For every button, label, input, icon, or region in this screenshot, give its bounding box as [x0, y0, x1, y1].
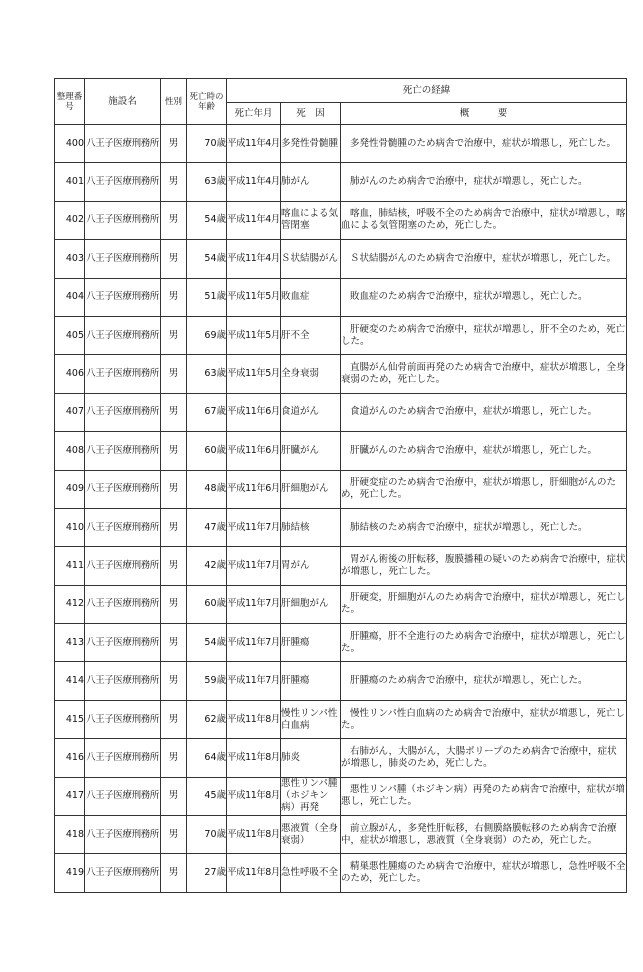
sex: 男: [161, 662, 187, 700]
table-row: [55, 355, 627, 393]
summary-text: 食道がんのため病舎で治療中，症状が増悪し，死亡した。: [350, 406, 598, 418]
facility-name: 八王子医療刑務所: [85, 470, 161, 508]
table-row: [55, 240, 627, 278]
sex: 男: [161, 508, 187, 546]
facility-name: 八王子医療刑務所: [85, 816, 161, 854]
sex: 男: [161, 393, 187, 431]
age-at-death: 27歳: [187, 854, 227, 892]
summary: [341, 816, 627, 854]
facility-name: 八王子医療刑務所: [85, 393, 161, 431]
row-number: 419: [55, 854, 85, 892]
summary: [341, 700, 627, 738]
cause-of-death: 敗血症: [281, 278, 341, 316]
summary: [341, 278, 627, 316]
cause-of-death: 悪液質（全身衰弱）: [281, 816, 341, 854]
table-row: [55, 624, 627, 662]
cause-of-death: 肝不全: [281, 316, 341, 354]
summary: [341, 508, 627, 546]
summary-text: 肺がんのため病舎で治療中，症状が増悪し，死亡した。: [350, 176, 588, 188]
row-number: 418: [55, 816, 85, 854]
table-row: [55, 316, 627, 354]
sex: 男: [161, 585, 187, 623]
summary-text: 慢性リンパ性白血病のため病舎で治療中，症状が増悪し，死亡した。: [341, 707, 625, 731]
cause-of-death: 肝腫瘍: [281, 624, 341, 662]
summary-text: 胃がん術後の肝転移，腹膜播種の疑いのため病舎で治療中，症状が増悪し，死亡した。: [341, 553, 626, 577]
facility-name: 八王子医療刑務所: [85, 585, 161, 623]
header-facility: 施設名: [85, 79, 161, 125]
facility-name: 八王子医療刑務所: [85, 201, 161, 239]
deaths-table: [54, 78, 627, 893]
cause-of-death: 悪性リンパ腫（ホジキン病）再発: [281, 777, 341, 815]
summary: [341, 163, 627, 201]
facility-name: 八王子医療刑務所: [85, 547, 161, 585]
cause-of-death: 肝細胞がん: [281, 585, 341, 623]
cause-of-death: 急性呼吸不全: [281, 854, 341, 892]
summary-text: Ｓ状結腸がんのため病舎で治療中，症状が増悪し，死亡した。: [350, 252, 617, 264]
sex: 男: [161, 240, 187, 278]
cause-of-death: 多発性骨髄腫: [281, 125, 341, 163]
age-at-death: 51歳: [187, 278, 227, 316]
header-date: 死亡年月: [227, 103, 281, 125]
age-at-death: 42歳: [187, 547, 227, 585]
row-number: 409: [55, 470, 85, 508]
cause-of-death: 肝臓がん: [281, 432, 341, 470]
row-number: 410: [55, 508, 85, 546]
table-row: [55, 278, 627, 316]
facility-name: 八王子医療刑務所: [85, 125, 161, 163]
row-number: 417: [55, 777, 85, 815]
death-date: 平成11年8月: [227, 777, 281, 815]
death-date: 平成11年5月: [227, 316, 281, 354]
age-at-death: 45歳: [187, 777, 227, 815]
age-at-death: 70歳: [187, 816, 227, 854]
death-date: 平成11年8月: [227, 739, 281, 777]
sex: 男: [161, 739, 187, 777]
age-at-death: 48歳: [187, 470, 227, 508]
cause-of-death: 肝腫瘍: [281, 662, 341, 700]
death-date: 平成11年7月: [227, 624, 281, 662]
cause-of-death: 肺炎: [281, 739, 341, 777]
summary: [341, 585, 627, 623]
death-date: 平成11年5月: [227, 278, 281, 316]
facility-name: 八王子医療刑務所: [85, 355, 161, 393]
table-row: [55, 470, 627, 508]
sex: 男: [161, 201, 187, 239]
summary: [341, 201, 627, 239]
table-row: [55, 816, 627, 854]
row-number: 408: [55, 432, 85, 470]
row-number: 407: [55, 393, 85, 431]
summary: [341, 854, 627, 892]
table-row: [55, 777, 627, 815]
death-date: 平成11年6月: [227, 470, 281, 508]
age-at-death: 60歳: [187, 585, 227, 623]
death-date: 平成11年7月: [227, 508, 281, 546]
summary: [341, 547, 627, 585]
summary: [341, 355, 627, 393]
sex: 男: [161, 163, 187, 201]
death-date: 平成11年7月: [227, 585, 281, 623]
facility-name: 八王子医療刑務所: [85, 432, 161, 470]
header-cause: 死 因: [281, 103, 341, 125]
summary: [341, 624, 627, 662]
row-number: 416: [55, 739, 85, 777]
facility-name: 八王子医療刑務所: [85, 700, 161, 738]
death-date: 平成11年8月: [227, 854, 281, 892]
facility-name: 八王子医療刑務所: [85, 240, 161, 278]
row-number: 415: [55, 700, 85, 738]
cause-of-death: 食道がん: [281, 393, 341, 431]
summary-text: 肝臓がんのため病舎で治療中，症状が増悪し，死亡した。: [350, 444, 598, 456]
age-at-death: 59歳: [187, 662, 227, 700]
summary-text: 肝腫瘍のため病舎で治療中，症状が増悪し，死亡した。: [350, 675, 588, 687]
death-date: 平成11年4月: [227, 125, 281, 163]
death-date: 平成11年6月: [227, 432, 281, 470]
summary: [341, 777, 627, 815]
summary-text: 前立腺がん，多発性肝転移，右側膜絡膜転移のため病舎で治療中，症状が増悪し，悪液質（全身衰弱）のため，死亡した。: [341, 822, 617, 846]
cause-of-death: 全身衰弱: [281, 355, 341, 393]
table-row: [55, 700, 627, 738]
summary-text: 喀血，肺結核，呼吸不全のため病舎で治療中，症状が増悪し，喀血による気管閉塞のため，死亡した。: [341, 208, 626, 232]
table-row: [55, 125, 627, 163]
summary-text: 敗血症のため病舎で治療中，症状が増悪し，死亡した。: [350, 291, 588, 303]
facility-name: 八王子医療刑務所: [85, 662, 161, 700]
age-at-death: 54歳: [187, 240, 227, 278]
summary-text: 直腸がん仙骨前面再発のため病舎で治療中，症状が増悪し，全身衰弱のため，死亡した。: [341, 362, 626, 386]
facility-name: 八王子医療刑務所: [85, 777, 161, 815]
age-at-death: 47歳: [187, 508, 227, 546]
summary: [341, 316, 627, 354]
sex: 男: [161, 316, 187, 354]
sex: 男: [161, 125, 187, 163]
row-number: 401: [55, 163, 85, 201]
sex: 男: [161, 816, 187, 854]
summary-text: 多発性骨髄腫のため病舎で治療中，症状が増悪し，死亡した。: [350, 137, 617, 149]
sex: 男: [161, 547, 187, 585]
header-summary: 概 要: [341, 103, 627, 125]
header-age: 死亡時の年齢: [187, 79, 227, 125]
death-date: 平成11年8月: [227, 700, 281, 738]
sex: 男: [161, 700, 187, 738]
cause-of-death: Ｓ状結腸がん: [281, 240, 341, 278]
sex: 男: [161, 777, 187, 815]
age-at-death: 63歳: [187, 163, 227, 201]
summary: [341, 470, 627, 508]
row-number: 403: [55, 240, 85, 278]
header-number: 整理番号: [55, 79, 85, 125]
row-number: 405: [55, 316, 85, 354]
cause-of-death: 喀血による気管閉塞: [281, 201, 341, 239]
table-header: [55, 79, 627, 125]
age-at-death: 69歳: [187, 316, 227, 354]
facility-name: 八王子医療刑務所: [85, 508, 161, 546]
table-row: [55, 201, 627, 239]
facility-name: 八王子医療刑務所: [85, 278, 161, 316]
summary-text: 肝硬変，肝細胞がんのため病舎で治療中，症状が増悪し，死亡した。: [341, 592, 626, 616]
cause-of-death: 肝細胞がん: [281, 470, 341, 508]
facility-name: 八王子医療刑務所: [85, 624, 161, 662]
row-number: 400: [55, 125, 85, 163]
table-row: [55, 547, 627, 585]
cause-of-death: 肺がん: [281, 163, 341, 201]
facility-name: 八王子医療刑務所: [85, 739, 161, 777]
death-date: 平成11年4月: [227, 201, 281, 239]
sex: 男: [161, 432, 187, 470]
summary-text: 肝硬変症のため病舎で治療中，症状が増悪し，肝細胞がんのため，死亡した。: [341, 477, 617, 501]
age-at-death: 63歳: [187, 355, 227, 393]
summary-text: 精巣悪性腫瘍のため病舎で治療中，症状が増悪し，急性呼吸不全のため，死亡した。: [341, 861, 626, 885]
summary-text: 右肺がん，大腸がん，大腸ポリープのため病舎で治療中，症状が増悪し，肺炎のため，死亡した。: [341, 745, 617, 769]
summary: [341, 125, 627, 163]
facility-name: 八王子医療刑務所: [85, 854, 161, 892]
facility-name: 八王子医療刑務所: [85, 163, 161, 201]
death-date: 平成11年5月: [227, 355, 281, 393]
sex: 男: [161, 470, 187, 508]
header-course: 死亡の経緯: [227, 79, 627, 103]
table-row: [55, 854, 627, 892]
cause-of-death: 肺結核: [281, 508, 341, 546]
summary: [341, 393, 627, 431]
cause-of-death: 胃がん: [281, 547, 341, 585]
age-at-death: 60歳: [187, 432, 227, 470]
table-row: [55, 662, 627, 700]
summary: [341, 432, 627, 470]
header-sex: 性別: [161, 79, 187, 125]
row-number: 404: [55, 278, 85, 316]
death-date: 平成11年7月: [227, 547, 281, 585]
sex: 男: [161, 624, 187, 662]
table-body: [55, 125, 627, 893]
sex: 男: [161, 278, 187, 316]
facility-name: 八王子医療刑務所: [85, 316, 161, 354]
summary-text: 悪性リンパ腫（ホジキン病）再発のため病舎で治療中，症状が増悪し，死亡した。: [341, 784, 625, 808]
summary: [341, 739, 627, 777]
death-date: 平成11年6月: [227, 393, 281, 431]
summary: [341, 240, 627, 278]
sex: 男: [161, 355, 187, 393]
summary-text: 肝腫瘍，肝不全進行のため病舎で治療中，症状が増悪し，死亡した。: [341, 630, 626, 654]
row-number: 402: [55, 201, 85, 239]
table-row: [55, 508, 627, 546]
row-number: 413: [55, 624, 85, 662]
table-row: [55, 739, 627, 777]
table-row: [55, 163, 627, 201]
death-date: 平成11年7月: [227, 662, 281, 700]
age-at-death: 54歳: [187, 624, 227, 662]
summary-text: 肝硬変のため病舎で治療中，症状が増悪し，肝不全のため，死亡した。: [341, 323, 626, 347]
death-date: 平成11年4月: [227, 163, 281, 201]
row-number: 414: [55, 662, 85, 700]
death-date: 平成11年4月: [227, 240, 281, 278]
age-at-death: 64歳: [187, 739, 227, 777]
row-number: 411: [55, 547, 85, 585]
cause-of-death: 慢性リンパ性白血病: [281, 700, 341, 738]
age-at-death: 62歳: [187, 700, 227, 738]
age-at-death: 70歳: [187, 125, 227, 163]
table-row: [55, 585, 627, 623]
table-row: [55, 432, 627, 470]
death-date: 平成11年8月: [227, 816, 281, 854]
sex: 男: [161, 854, 187, 892]
table-row: [55, 393, 627, 431]
summary: [341, 662, 627, 700]
row-number: 406: [55, 355, 85, 393]
summary-text: 肺結核のため病舎で治療中，症状が増悪し，死亡した。: [350, 521, 588, 533]
age-at-death: 67歳: [187, 393, 227, 431]
row-number: 412: [55, 585, 85, 623]
age-at-death: 54歳: [187, 201, 227, 239]
